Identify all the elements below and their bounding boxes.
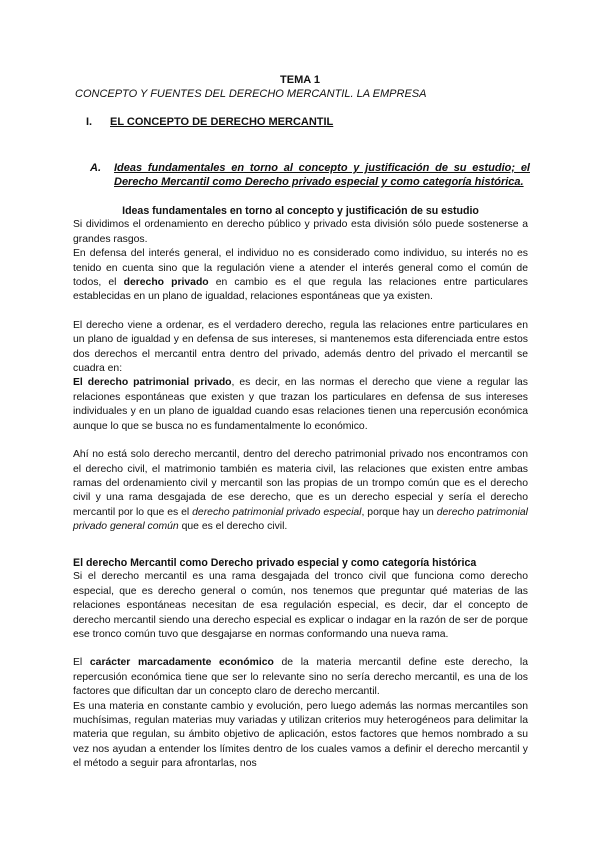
body-block-2: [73, 556, 528, 772]
paragraph-4: El derecho patrimonial privado, es decir, en las normas el derecho que viene a regular las relaciones espontáneas que existen y que trazan los particulares en defensa de sus intereses individuales y en un plano de igualdad cuando esas relaciones tienen una repercusión económica aunque lo que se busca no es fundamentalmente lo económico.: [73, 377, 529, 432]
heading-ideas: Ideas fundamentales en torno al concepto y justificación de su estudio: [122, 205, 479, 217]
subsection-heading: [90, 161, 530, 189]
paragraph-5: Ahí no está solo derecho mercantil, dentro del derecho patrimonial privado nos encontramos con el derecho civil, el matrimonio también es materia civil, las relaciones que existen entre ambas ramas del ordenamiento civil y mercantil son las propias de un trompo común que es el derecho civil y una rama desgajada de ese derecho, que es un derecho especial y sería el derecho mercantil por lo que es el derecho patrimonial privado especial, porque hay un derecho patrimonial privado general común que es el derecho civil.: [73, 449, 528, 533]
document-title: TEMA 1: [280, 74, 320, 86]
section-number: I.: [86, 116, 93, 128]
body-block-1: [73, 204, 528, 535]
subsection-letter: A.: [90, 162, 101, 174]
subsection-title: Ideas fundamentales en torno al concepto y justificación de su estudio; el Derecho Mercantil como Derecho privado especial y como categoría histórica.: [114, 162, 530, 188]
paragraph-8: Es una materia en constante cambio y evolución, pero luego además las normas mercantiles son muchísimas, regulan materias muy variadas y utilizan criterios muy heterogéneos para delimitar la materia que regulan, su ámbito objetivo de aplicación, estos factores que hemos nombrado a su vez nos ayudan a entender los límites dentro de los cuales vamos a definir el derecho mercantil y el método a seguir para afrontarlas, nos: [73, 700, 528, 770]
paragraph-3: El derecho viene a ordenar, es el verdadero derecho, regula las relaciones entre particulares en un plano de igualdad y en defensa de sus intereses, si mantenemos esta diferenciada entre estos dos derechos el mercantil entra dentro del privado, además dentro del privado el mercantil se cuadra en:: [73, 319, 528, 375]
paragraph-7: El carácter marcadamente económico de la materia mercantil define este derecho, la repercusión económica tiene que ser lo relevante sino no sería derecho mercantil, es una de los factores que dificultan dar un concepto claro de derecho mercantil.: [73, 657, 528, 698]
document-subtitle: CONCEPTO Y FUENTES DEL DERECHO MERCANTIL. LA EMPRESA: [75, 88, 427, 100]
term-especial: derecho patrimonial privado especial: [192, 506, 362, 518]
section-title: EL CONCEPTO DE DERECHO MERCANTIL: [110, 116, 334, 128]
paragraph-1: Si dividimos el ordenamiento en derecho público y privado esta división sólo puede sostenerse a grandes rasgos.: [73, 219, 528, 245]
section-heading: [86, 116, 333, 128]
term-derecho-patrimonial: El derecho patrimonial privado: [73, 377, 232, 389]
paragraph-6: Si el derecho mercantil es una rama desgajada del tronco civil que funciona como derecho especial, que es derecho general o común, nos tenemos que preguntar qué materias de las relaciones espontáneas necesitan de esa regulación especial, es decir, dar el concepto de derecho mercantil siendo una derecho especial es explicar o indagar en la razón de ser de porque ese tronco común tuvo que desgajarse en normas conformando una nueva rama.: [73, 571, 528, 641]
term-derecho-privado: derecho privado: [123, 277, 209, 289]
term-general-comun: derecho patrimonial privado general común: [73, 506, 528, 533]
paragraph-2: En defensa del interés general, el individuo no es considerado como individuo, su interés no es tenido en cuenta sino que la regulación viene a atender el interés general como el común de todos, el derecho privado en cambio es el que regula las relaciones entre particulares establecidas en un plano de igualdad, relaciones espontáneas que ya existen.: [73, 248, 528, 303]
heading-derecho-mercantil: El derecho Mercantil como Derecho privado especial y como categoría histórica: [73, 557, 477, 569]
term-caracter-economico: carácter marcadamente económico: [89, 657, 274, 669]
